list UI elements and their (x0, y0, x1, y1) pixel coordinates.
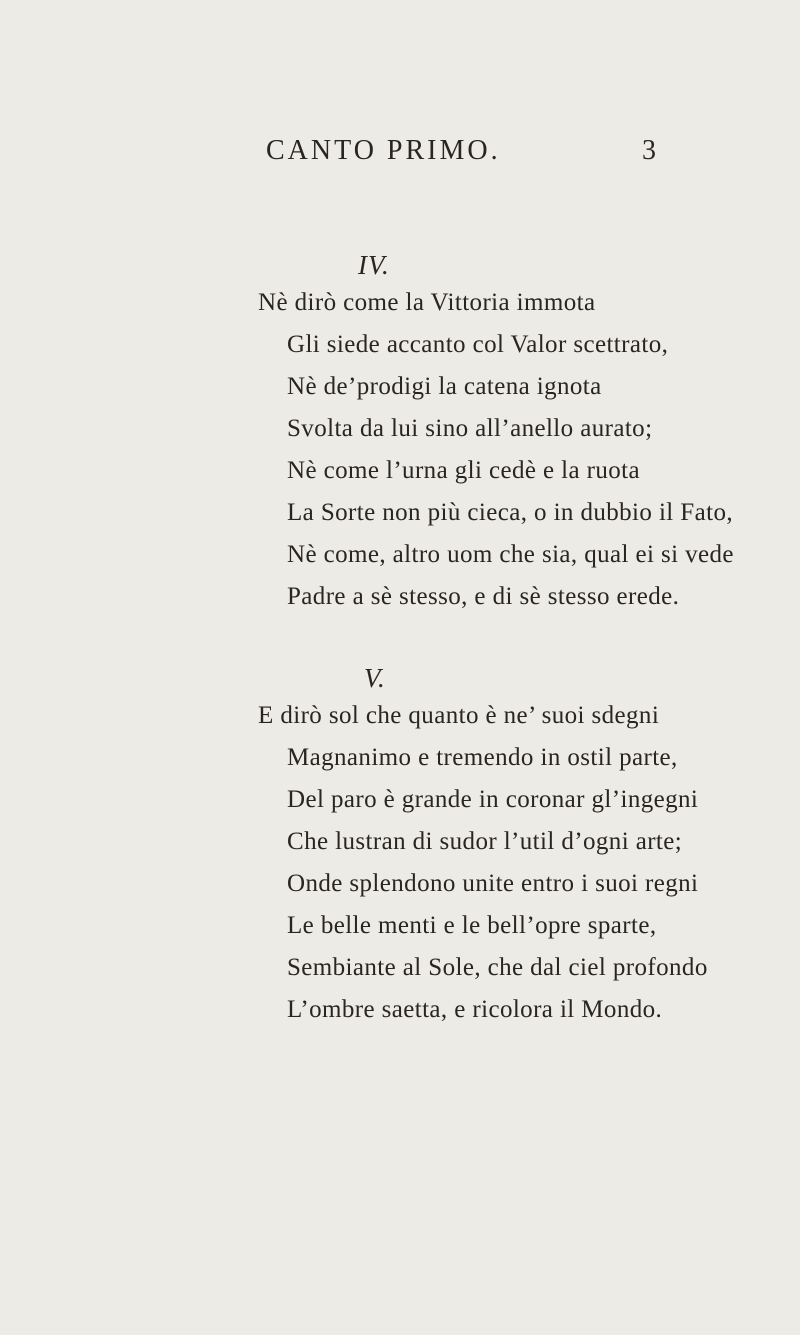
verse-line: Gli siede accanto col Valor scettrato, (287, 331, 669, 358)
stanza-number-v: V. (364, 663, 386, 693)
verse-line: Sembiante al Sole, che dal ciel profondo (287, 954, 708, 981)
verse-line: Nè come, altro uom che sia, qual ei si vede (287, 541, 734, 568)
stanza-number-iv: IV. (358, 250, 390, 280)
verse-line: Onde splendono unite entro i suoi regni (287, 870, 699, 897)
verse-line: La Sorte non più cieca, o in dubbio il Fato, (287, 499, 733, 526)
page-number: 3 (642, 135, 656, 166)
verse-line: L’ombre saetta, e ricolora il Mondo. (287, 996, 663, 1023)
running-head (266, 135, 656, 175)
verse-line: Magnanimo e tremendo in ostil parte, (287, 744, 678, 771)
running-title: CANTO PRIMO. (266, 135, 501, 166)
verse-line: Che lustran di sudor l’util d’ogni arte; (287, 828, 683, 855)
verse-line: E dirò sol che quanto è ne’ suoi sdegni (258, 702, 660, 729)
verse-line: Del paro è grande in coronar gl’ingegni (287, 786, 699, 813)
verse-line: Le belle menti e le bell’opre sparte, (287, 912, 657, 939)
verse-line: Padre a sè stesso, e di sè stesso erede. (287, 583, 680, 610)
verse-line: Nè dirò come la Vittoria immota (258, 289, 596, 316)
verse-line: Nè de’prodigi la catena ignota (287, 373, 602, 400)
verse-line: Svolta da lui sino all’anello aurato; (287, 415, 653, 442)
verse-line: Nè come l’urna gli cedè e la ruota (287, 457, 641, 484)
